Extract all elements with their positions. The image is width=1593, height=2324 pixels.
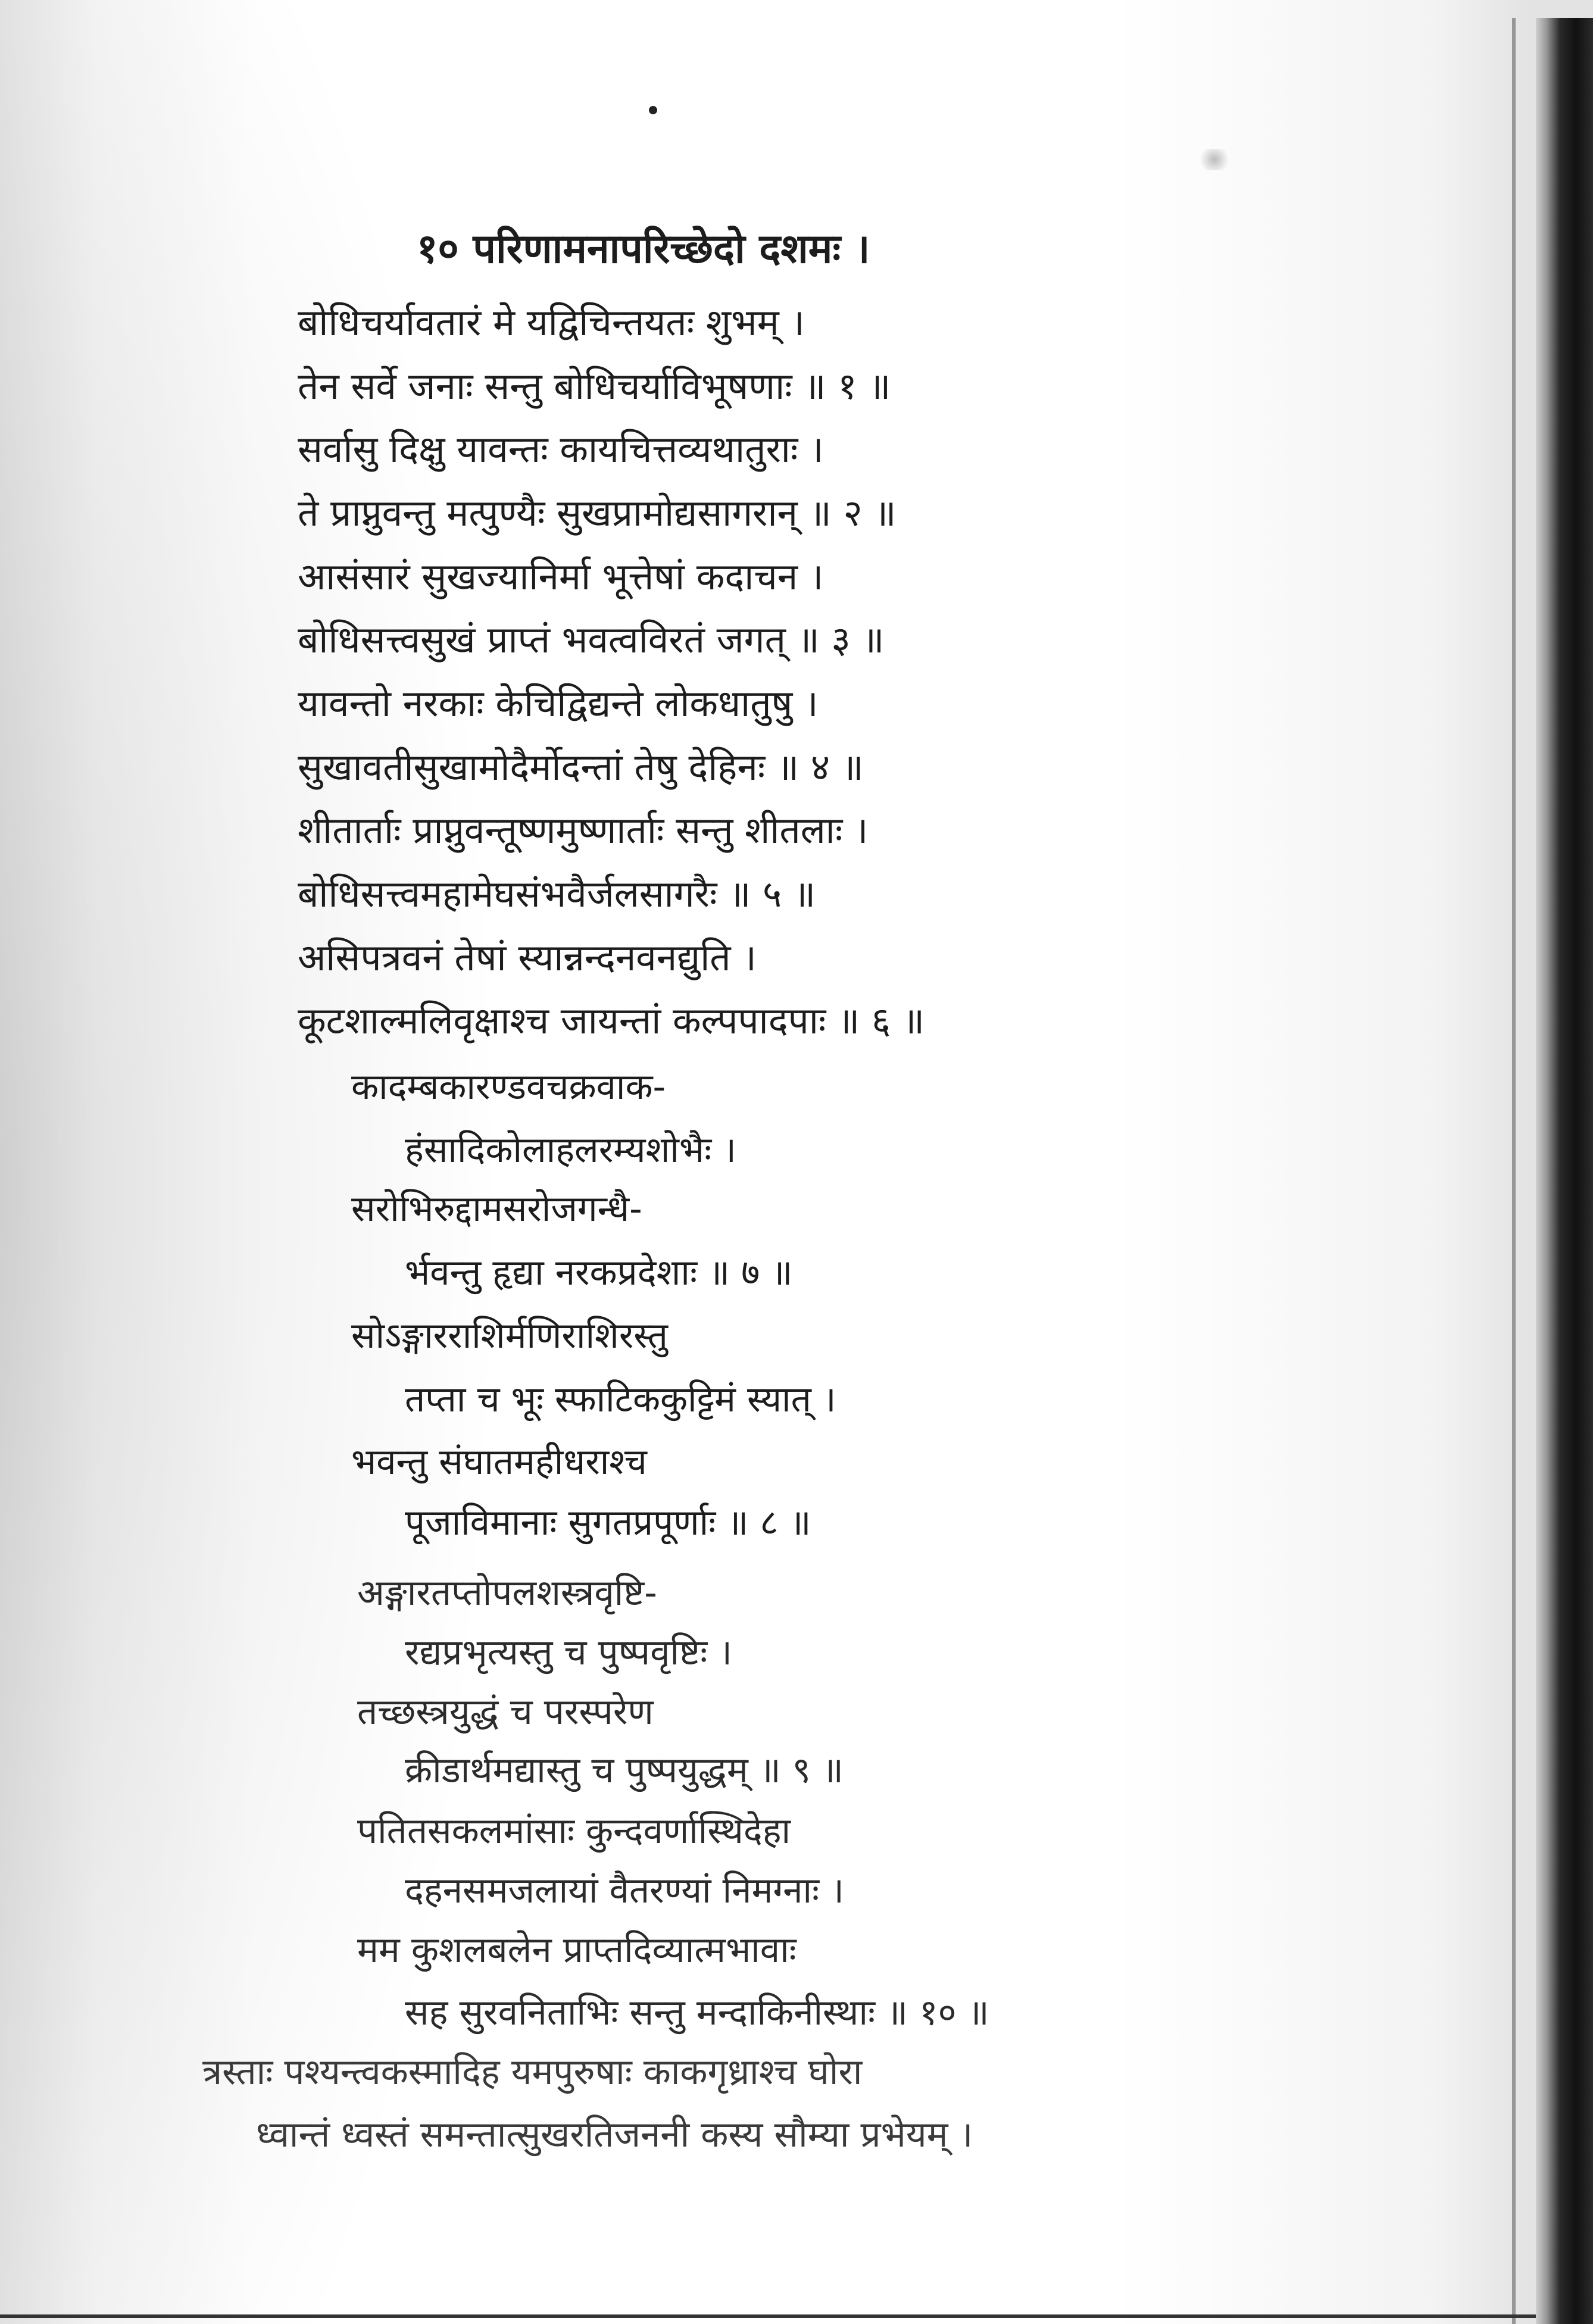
verse-line: बोधिचर्यावतारं मे यद्विचिन्तयतः शुभम् । (298, 301, 805, 344)
verse-line: तच्छस्त्रयुद्धं च परस्परेण (357, 1691, 654, 1733)
verse-line: यावन्तो नरकाः केचिद्विद्यन्ते लोकधातुषु । (298, 682, 819, 725)
verse-line: रद्यप्रभृत्यस्तु च पुष्पवृष्टिः । (405, 1632, 732, 1673)
verse-line: सुखावतीसुखामोदैर्मोदन्तां तेषु देहिनः ॥ ४ ॥ (298, 745, 864, 789)
verse-line: सर्वासु दिक्षु यावन्तः कायचित्तव्यथातुराः । (298, 427, 824, 471)
verse-line: तप्ता च भूः स्फाटिककुट्टिमं स्यात् । (405, 1379, 836, 1420)
verse-line: कूटशाल्मलिवृक्षाश्च जायन्तां कल्पपादपाः ॥ ६ ॥ (298, 999, 925, 1042)
verse-line: सोऽङ्गारराशिर्मणिराशिरस्तु (351, 1315, 668, 1357)
verse-line: तेन सर्वे जनाः सन्तु बोधिचर्याविभूषणाः ॥ १ ॥ (298, 364, 891, 408)
verse-line: मम कुशलबलेन प्राप्तदिव्यात्मभावाः (357, 1929, 796, 1971)
verse-line: ते प्राप्नुवन्तु मत्पुण्यैः सुखप्रामोद्यसागरान् ॥ २ ॥ (298, 491, 897, 535)
verse-line: शीतार्ताः प्राप्नुवन्तूष्णमुष्णार्ताः सन्तु शीतलाः । (298, 808, 869, 852)
chapter-title: १० परिणामनापरिच्छेदो दशमः । (417, 226, 870, 273)
verse-line: सह सुरवनिताभिः सन्तु मन्दाकिनीस्थाः ॥ १० ॥ (405, 1992, 989, 2034)
verse-line: अङ्गारतप्तोपलशस्त्रवृष्टि- (357, 1572, 657, 1614)
verse-line: दहनसमजलायां वैतरण्यां निमग्नाः । (405, 1870, 844, 1911)
verse-line: असिपत्रवनं तेषां स्यान्नन्दनवनद्युति । (298, 936, 757, 979)
verse-line: क्रीडार्थमद्यास्तु च पुष्पयुद्धम् ॥ ९ ॥ (405, 1750, 844, 1791)
verse-line: ध्वान्तं ध्वस्तं समन्तात्सुखरतिजननी कस्य सौम्या प्रभेयम् । (256, 2114, 973, 2156)
verse-line: आसंसारं सुखज्यानिर्मा भूत्तेषां कदाचन । (298, 555, 824, 598)
verse-line: र्भवन्तु हृद्या नरकप्रदेशाः ॥ ७ ॥ (405, 1252, 793, 1294)
verse-line: सरोभिरुद्दामसरोजगन्धै- (351, 1188, 642, 1230)
verse-line: बोधिसत्त्वमहामेघसंभवैर्जलसागरैः ॥ ५ ॥ (298, 872, 816, 916)
verse-line: भवन्तु संघातमहीधराश्च (351, 1441, 647, 1483)
verse-line: हंसादिकोलाहलरम्यशोभैः । (405, 1129, 737, 1171)
verse-line: पतितसकलमांसाः कुन्दवर्णास्थिदेहा (357, 1810, 791, 1852)
verse-line: त्रस्ताः पश्यन्त्वकस्मादिह यमपुरुषाः काकगृध्राश्च घोरा (202, 2051, 863, 2093)
verse-line: पूजाविमानाः सुगतप्रपूर्णाः ॥ ८ ॥ (405, 1502, 811, 1544)
verse-line: बोधिसत्त्वसुखं प्राप्तं भवत्वविरतं जगत् ॥ ३ ॥ (298, 618, 885, 661)
verse-line: कादम्बकारण्डवचक्रवाक- (351, 1066, 666, 1108)
